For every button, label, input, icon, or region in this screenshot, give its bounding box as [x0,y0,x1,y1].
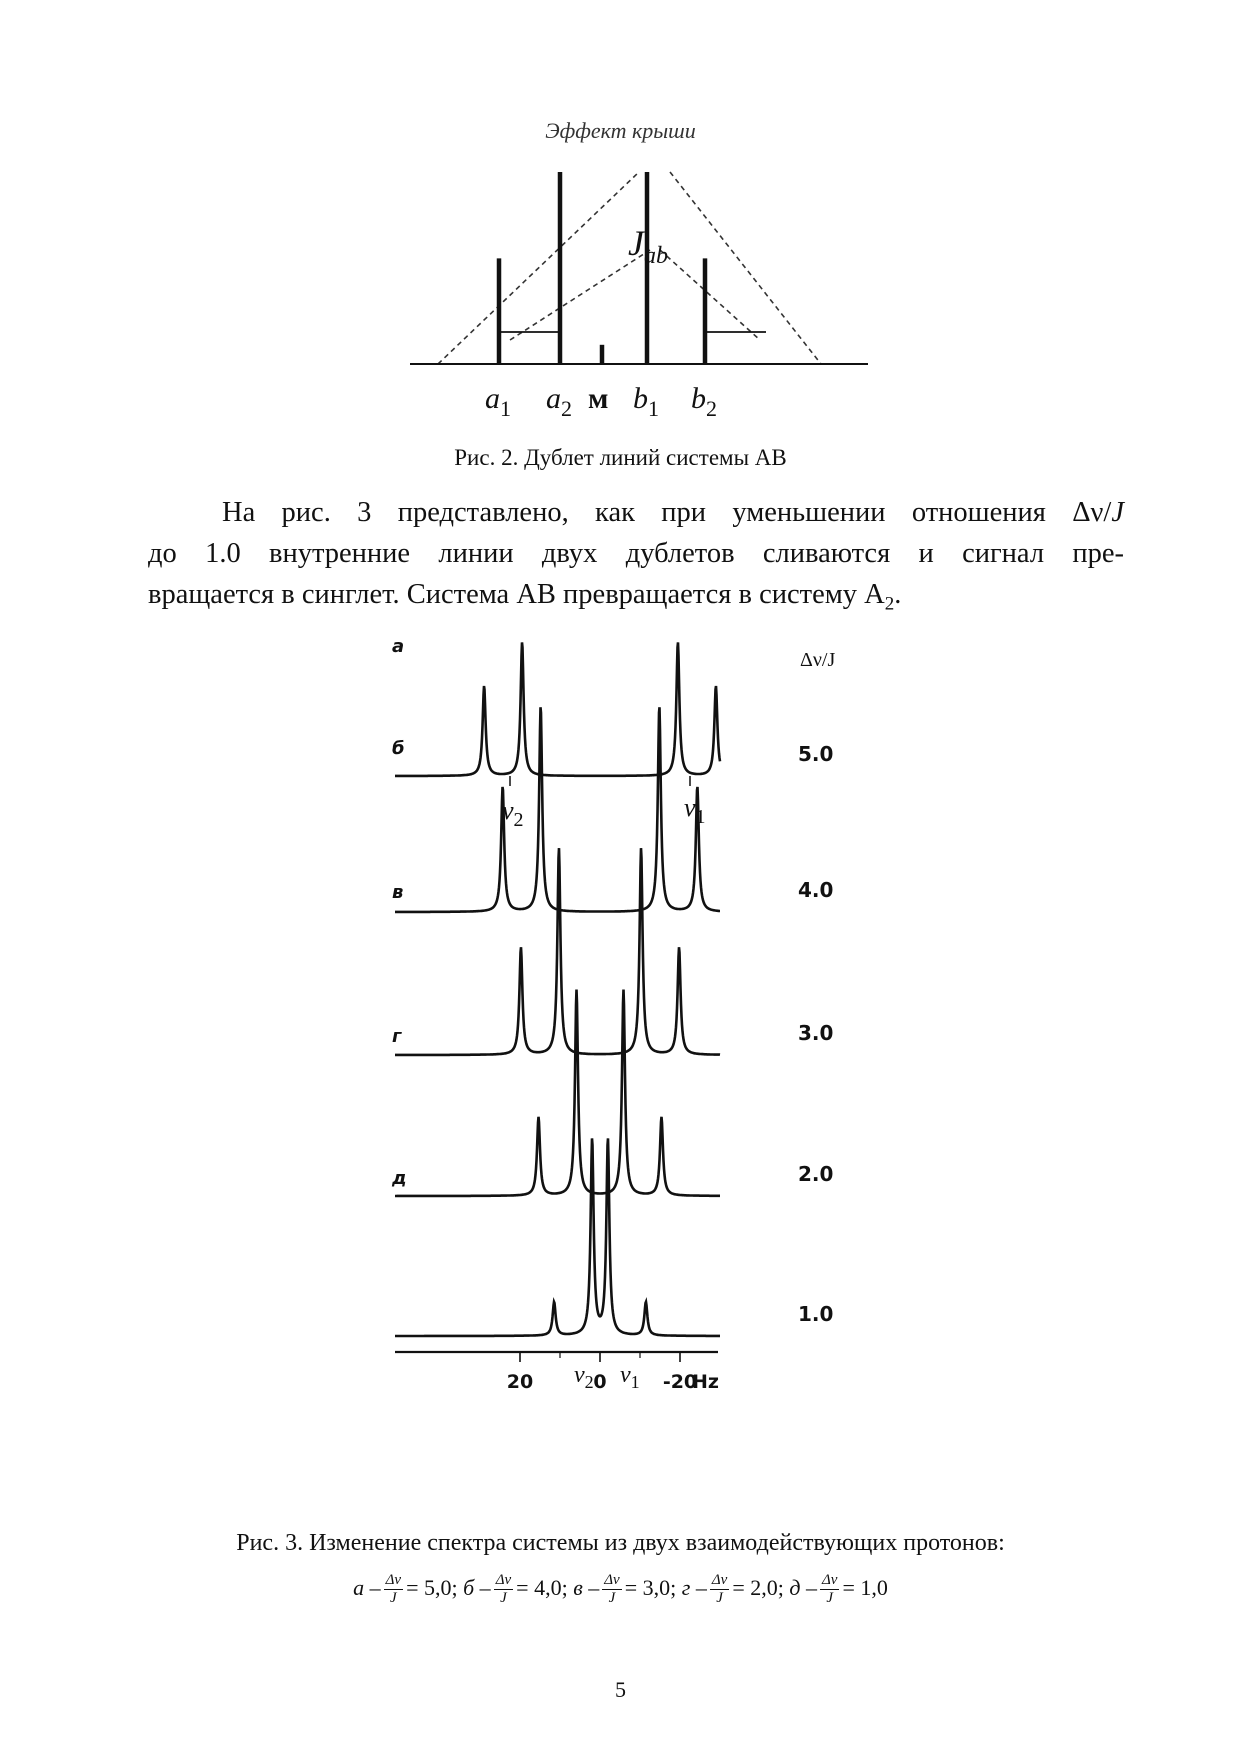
delta-nu-over-j-fraction: $\frac{\Delta\nu}{J}$ [711,1572,728,1606]
page-number: 5 [615,1677,626,1702]
panel-letter-4: г [392,1026,402,1047]
figure3-caption-line2 [0,1572,1241,1607]
figure2-caption: Рис. 2. Дублет линий системы АВ [454,445,787,470]
caption-item-г: г – $\frac{\Delta\nu}{J}$ = 2,0; [681,1572,790,1606]
line-label-м: м [588,382,609,415]
nu2-axis-label: $\nu_2$ [574,1362,594,1392]
caption-item-б: б – $\frac{\Delta\nu}{J}$ = 4,0; [463,1572,574,1606]
roof-inner-left [510,250,650,340]
roof-inner-right [660,250,760,340]
panel-ratio-3: 3.0 [798,1021,834,1045]
x-tick-label-2: -20 [662,1371,698,1393]
spectrum-panel-4 [392,990,833,1197]
roof-outer-left [438,172,639,364]
paragraph-line-1: На рис. 3 представлено, как при уменьшении отношения Δν/J [222,497,1124,528]
spectrum-panel-2 [392,706,833,912]
panel-letter-3: в [392,882,404,903]
delta-nu-over-j-fraction: $\frac{\Delta\nu}{J}$ [604,1572,620,1606]
nu2-label-panel1: $\nu_2$ [502,796,524,831]
panel-ratio-5: 1.0 [798,1302,834,1326]
delta-nu-over-j-fraction: $\frac{\Delta\nu}{J}$ [495,1572,512,1606]
line-label-a1: $a_1$ [485,382,511,421]
ab-spectra-chart [392,636,860,1466]
ratio-header: Δν/J [800,649,836,671]
delta-nu-over-j-fraction: $\frac{\Delta\nu}{J}$ [821,1572,838,1606]
caption-item-д: д – $\frac{\Delta\nu}{J}$ = 1,0 [789,1572,888,1606]
x-tick-label-1: 0 [593,1371,607,1393]
spectrum-trace-1 [395,642,720,776]
panel-ratio-2: 4.0 [798,878,834,902]
caption-item-в: в – $\frac{\Delta\nu}{J}$ = 3,0; [573,1572,682,1606]
figure3-caption-line1: Рис. 3. Изменение спектра системы из двух взаимодействующих протонов: [236,1530,1005,1556]
x-axis-unit: Hz [692,1371,719,1393]
panel-letter-2: б [392,738,405,759]
panel-ratio-1: 5.0 [798,742,834,766]
line-label-b2: $b_2$ [691,382,717,421]
spectrum-trace-4 [395,990,720,1197]
spectrum-panel-1 [392,636,836,776]
coupling-constant-label: $J_{ab}$ [628,223,668,269]
roof-outer-right [670,172,821,364]
delta-nu-over-j-fraction: $\frac{\Delta\nu}{J}$ [385,1572,402,1606]
caption-item-а: а – $\frac{\Delta\nu}{J}$ = 5,0; [353,1572,464,1606]
spectrum-trace-3 [395,848,720,1055]
paragraph-line-2: до 1.0 внутренние линии двух дублетов сливаются и сигнал пре- [148,538,1124,569]
spectrum-panel-3 [392,848,833,1055]
line-label-b1: $b_1$ [633,382,659,421]
x-tick-label-0: 20 [506,1371,534,1393]
spectrum-panel-5 [391,1138,833,1336]
nu1-axis-label: $\nu_1$ [620,1362,640,1392]
nu1-label-panel1: $\nu_1$ [684,793,706,828]
line-label-a2: $a_2$ [546,382,572,421]
figure2-title: Эффект крыши [545,118,696,143]
panel-letter-1: а [392,636,405,657]
paragraph-line-3: вращается в синглет. Система АВ превращается в систему $А_2$. [148,579,902,615]
panel-letter-5: д [392,1168,407,1189]
panel-ratio-4: 2.0 [798,1162,834,1186]
spectrum-trace-5 [395,1138,720,1336]
ab-doublet-diagram [400,150,880,430]
